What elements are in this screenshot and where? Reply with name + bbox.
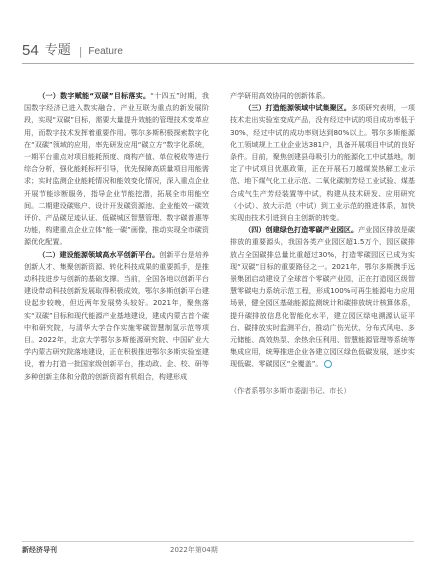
paragraph <box>230 224 415 370</box>
paragraph <box>230 90 415 102</box>
section-name: 专题 <box>44 43 71 58</box>
paragraph-heading: （三）打造能源领域中试集聚区。 <box>244 103 351 113</box>
paragraph-heading: （二）建设能源领域高水平创新平台。 <box>38 249 160 259</box>
paragraph <box>230 102 415 224</box>
paragraph-heading: （一）数字赋能“双碳”目标落实。 <box>38 91 151 100</box>
magazine-name: 新经济导刊 <box>22 546 57 554</box>
paragraph-body: “十四五”时期，我国数字经济已进入数实融合、产业互联为重点的新发展阶段，实现“双碳”目标，需要大量提升效能的管理技术变革应用，而数字技术发挥着重要作用。鄂尔多斯积极探索数字化在“双碳”领域的应用，率先研发应用“碳立方”数字化系统，一期平台重点对项目能耗预度、商构产值、单位税收等进行综合分析，强化能耗标杆引导，优先保障高质量项目用能需求；实时监测企业能耗情况和能效变化情况，深入重点企业开展节能诊断服务，指导企业节能挖潜，拓展全市用能空间。二期建设碳账户、设计开发碳资源池、企业能效一碳效评价、产品碳足迹认证、低碳城区智慧管理、数字碳普惠等功能，构建重点企业立体“能一碳”画像，推动实现全市碳资源优化配置。 <box>24 91 209 247</box>
issue-label: 2022年第04期 <box>170 546 218 554</box>
paragraph-body: 多项研究表明，一项技术走出实验室变成产品，没有经过中试的项目成功率低于30%，经过中试的成功率则达到80%以上。鄂尔多斯能源化工领域规上工业企业达381户，具备开展项目中试的良好条件。目前，聚焦创建县母吸引力的能源化工中试基地，制定了中试项目优惠政策，正在开展石刀越煤炭热解工业示范、地下煤气化工业示范、二氧化碳制芳烃工业试验、煤基合成气生产芳烃装置等中试，构建从技术研发、应用研究（小试）、放大示范（中试）到工业示范的推进体系，加快实现由技术引进到自主创新的转变。 <box>230 103 416 223</box>
page-number: 54 <box>22 42 39 59</box>
paragraph-body: 产业园区排放是碳排放的重要源头，我国各类产业园区超1.5万个，园区碳排放占全国碳排总量比重超过30%，打造零碳园区已成为实现“双碳”目标的重要路径之一。2021年，鄂尔多斯携手远景集团启动建设了全球首个零碳产业园，正在打造园区级智慧零碳电力系统示范工程，形成100%可再生能源电力应用场景，健全园区基础能源监测统计和碳排放统计核算体系，提升碳排放信息化智能化水平，建立园区绿电溯源认证平台、碳排放实时监测平台，推动广伤光伏、分布式风电、多元储能、高效热泵、余热余压利用、智慧能源管理等系统等集成应用，统筹推进企业各建立园区绿色低碳发展，逐步实现低碳、零碳园区“全覆盖”。 <box>230 225 415 369</box>
feature-label: Feature <box>88 46 123 57</box>
paragraph <box>24 249 209 383</box>
paragraph-body: 创新平台是培养创新人才、集聚创新资源、转化科技成果的重要抓手，是推动科技进步与创新的基础支撑。当前，全国各地以创新平台建设带动科技创新发展取得积极成效，鄂尔多斯创新平台建设起步较晚，但近两年发展势头较好。2021年，聚焦落实“双碳”目标和现代能源产业基地建设，建成内蒙古首个碳中和研究院，与清华大学合作实施零碳智慧制氢示范等项目。2022年，北京大学鄂尔多斯能源研究院、中国矿业大学内蒙古研究院落地建设，正在积极推进鄂尔多斯实验室建设，着力打造一批国家级创新平台，推动政、企、校、研等多种创新主体和分散的创新资源有机组合，构建形成 <box>24 249 210 381</box>
header-separator: | <box>78 45 83 58</box>
footer-rule <box>22 541 414 542</box>
left-column <box>24 90 209 383</box>
page-header <box>22 42 412 60</box>
paragraph <box>24 90 209 249</box>
paragraph-body: 产学研用高效协同的创新体系。 <box>230 91 330 100</box>
author-note: （作者系鄂尔多斯市委副书记、市长） <box>230 386 351 395</box>
right-column <box>230 90 415 371</box>
header-rule <box>22 63 414 64</box>
end-mark-icon <box>324 360 332 368</box>
paragraph-heading: （四）创建绿色打造零碳产业园区。 <box>244 225 359 235</box>
